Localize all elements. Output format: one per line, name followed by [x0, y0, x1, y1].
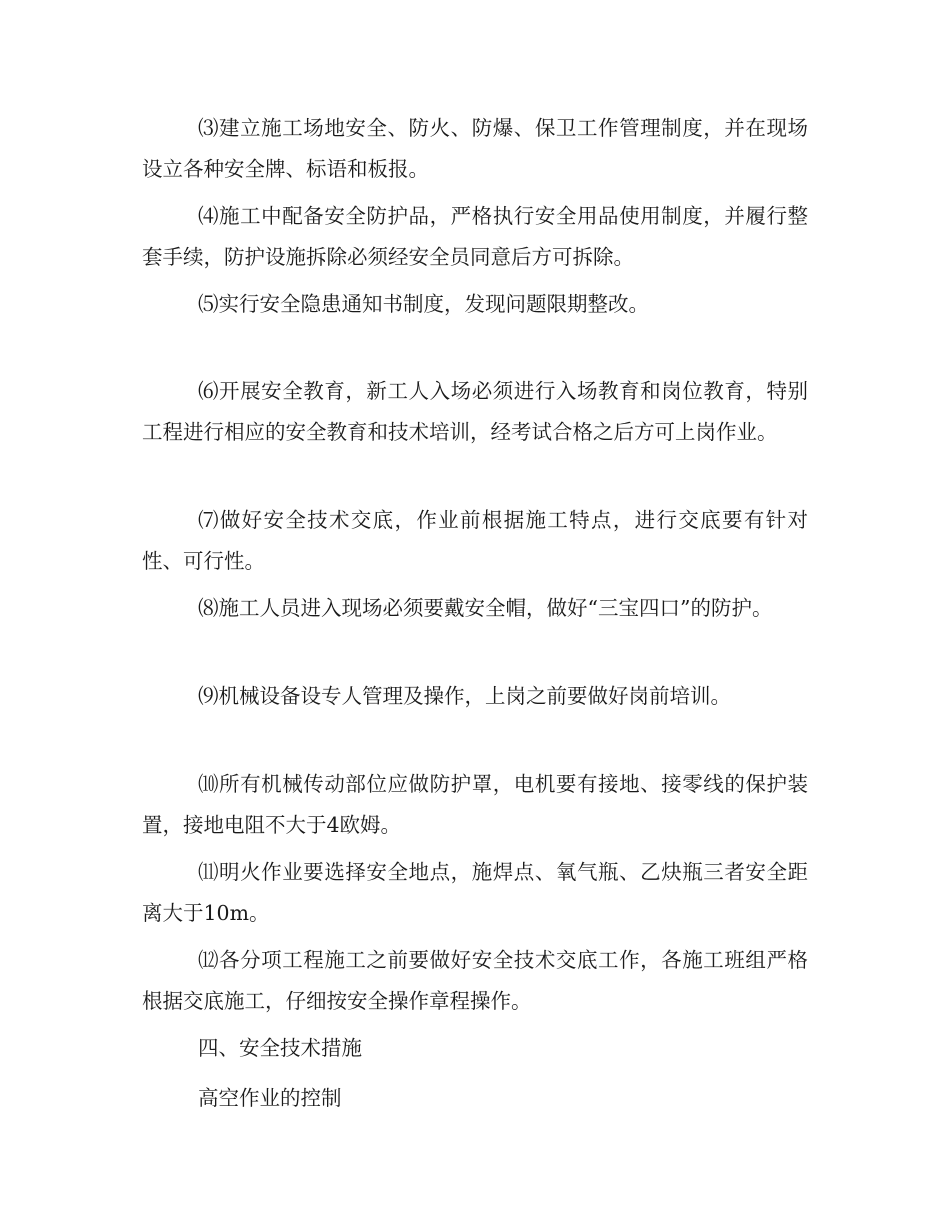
paragraph-item-5: ⑸实行安全隐患通知书制度，发现问题限期整改。	[198, 292, 649, 316]
paragraph-item-11: ⑾明火作业要选择安全地点，施焊点、氧气瓶、乙炔瓶三者安全距离大于10m。	[142, 860, 808, 925]
paragraph-item-3: ⑶建立施工场地安全、防火、防爆、保卫工作管理制度，并在现场设立各种安全牌、标语和板报。	[142, 116, 808, 181]
paragraph-item-4: ⑷施工中配备安全防护品，严格执行安全用品使用制度，并履行整套手续，防护设施拆除必须经安全员同意后方可拆除。	[142, 204, 808, 269]
paragraph-item-8: ⑻施工人员进入现场必须要戴安全帽，做好“三宝四口”的防护。	[198, 596, 773, 620]
paragraph-item-6: ⑹开展安全教育，新工人入场必须进行入场教育和岗位教育，特别工程进行相应的安全教育和技术培训，经考试合格之后方可上岗作业。	[142, 379, 808, 444]
paragraph-item-12: ⑿各分项工程施工之前要做好安全技术交底工作，各施工班组严格根据交底施工，仔细按安全操作章程操作。	[142, 948, 808, 1013]
paragraph-item-10: ⑽所有机械传动部位应做防护罩，电机要有接地、接零线的保护装置，接地电阻不大于4欧姆。	[142, 772, 808, 837]
paragraph-item-9: ⑼机械设备设专人管理及操作，上岗之前要做好岗前培训。	[198, 684, 731, 708]
section-heading: 四、安全技术措施	[198, 1036, 362, 1060]
subheading: 高空作业的控制	[198, 1086, 342, 1110]
paragraph-item-7: ⑺做好安全技术交底，作业前根据施工特点，进行交底要有针对性、可行性。	[142, 508, 808, 573]
